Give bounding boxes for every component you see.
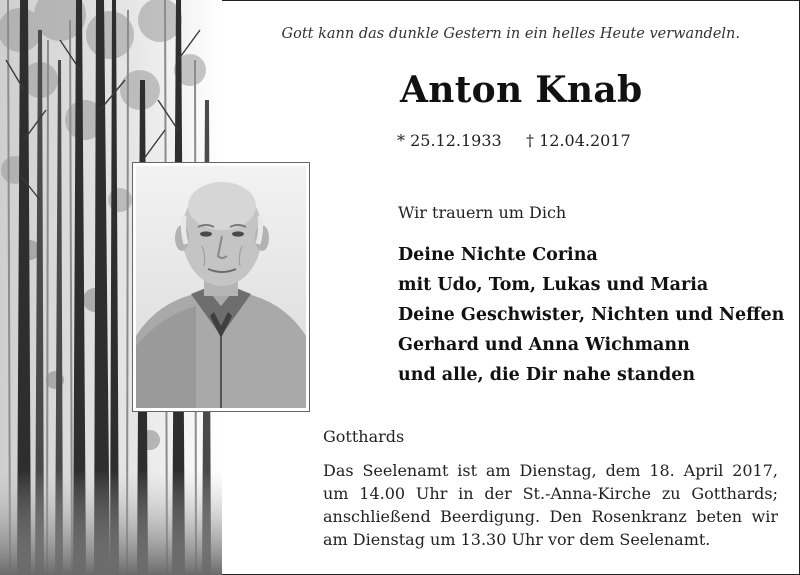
birth-date: * 25.12.1933: [397, 131, 502, 150]
mourner-line: Deine Geschwister, Nichten und Neffen: [398, 305, 785, 325]
mourning-line: Wir trauern um Dich: [398, 203, 567, 222]
epitaph-quote: Gott kann das dunkle Gestern in ein helles Heute verwandeln.: [281, 26, 740, 42]
portrait-photo: [132, 162, 310, 412]
mourner-line: mit Udo, Tom, Lukas und Maria: [398, 275, 709, 295]
service-notice: [323, 459, 778, 551]
mourner-line: und alle, die Dir nahe standen: [398, 365, 696, 385]
deceased-name: Anton Knab: [400, 69, 643, 111]
death-date: † 12.04.2017: [526, 131, 631, 150]
notice-line: um 14.00 Uhr in der St.-Anna-Kirche zu Gotthards;: [323, 484, 778, 503]
mourners-list: [398, 240, 784, 390]
notice-line: am Dienstag um 13.30 Uhr vor dem Seelenamt.: [323, 530, 711, 549]
notice-line: anschließend Beerdigung. Den Rosenkranz beten wir: [323, 507, 778, 526]
place-name: Gotthards: [323, 427, 405, 446]
notice-line: Das Seelenamt ist am Dienstag, dem 18. April 2017,: [323, 461, 778, 480]
mourner-line: Gerhard und Anna Wichmann: [398, 335, 690, 355]
mourner-line: Deine Nichte Corina: [398, 245, 598, 265]
